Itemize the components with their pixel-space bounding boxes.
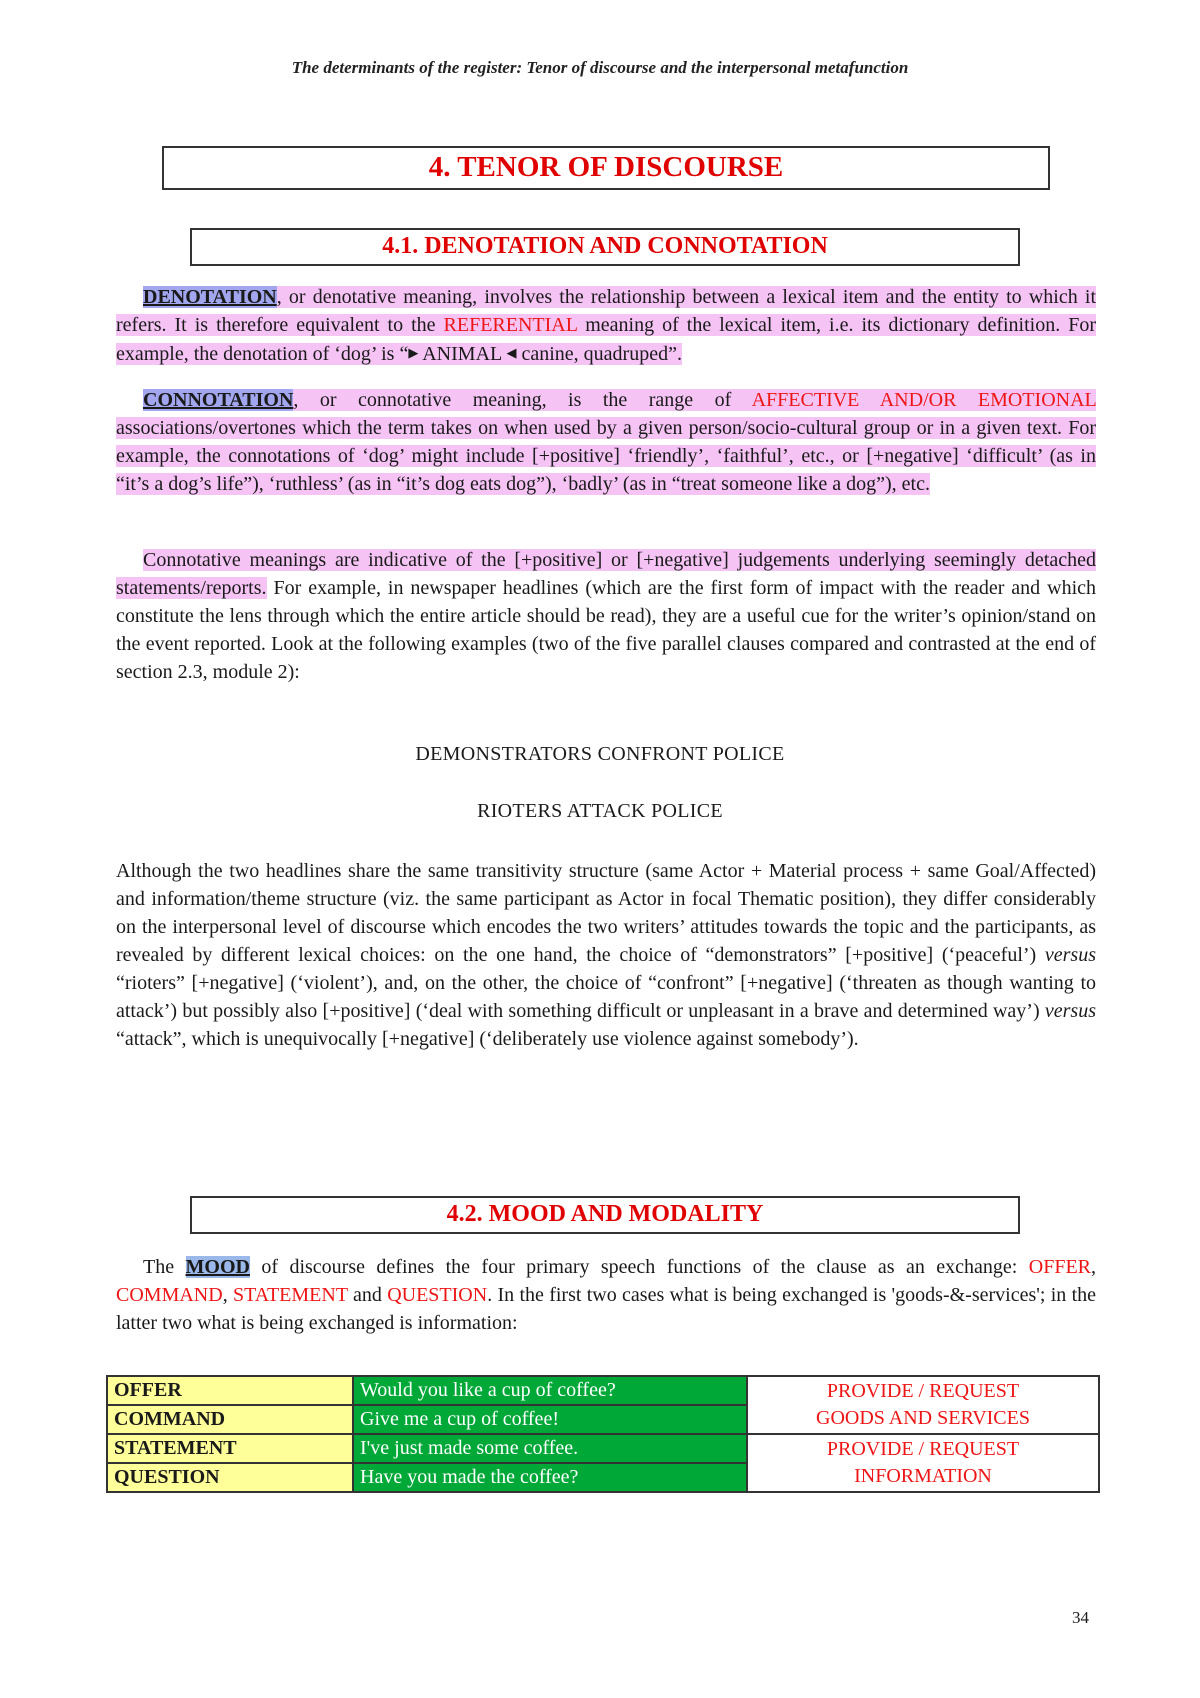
category-line: INFORMATION [854,1465,992,1487]
statement-term: STATEMENT [233,1284,348,1306]
category-line: GOODS AND SERVICES [816,1407,1030,1429]
connotation-paragraph [116,386,1096,498]
text-run: and [347,1284,388,1306]
highlighted-sentence: Connotative meanings are indicative of the [+positive] or [+negative] judgements underlying seemingly detached statements/reports. [116,549,1096,599]
function-cell: OFFER [107,1376,353,1405]
connotation-term: CONNOTATION [143,389,294,411]
versus-italic: versus [1044,1000,1096,1022]
mood-intro-paragraph [116,1253,1096,1337]
function-cell: STATEMENT [107,1434,353,1463]
text-run: , or connotative meaning, is the range of [293,389,752,411]
example-cell: I've just made some coffee. [353,1434,747,1463]
headline-demonstrators: DEMONSTRATORS CONFRONT POLICE [415,743,785,765]
text-run: The [143,1256,186,1278]
text-run: For example, in newspaper headlines (which are the first form of impact with the reader and which constitute the lens through which the entire article should be read), they are a useful cue for the writer’s opinion/stand on the event reported. Look at the following examples (two of the five parallel clauses compared and contrasted at the end of section 2.3, module 2): [116,577,1096,683]
headline-rioters: RIOTERS ATTACK POLICE [477,800,723,822]
text-run: , [222,1284,233,1306]
table-row [107,1434,1099,1463]
category-cell-goods [747,1376,1099,1434]
example-cell: Have you made the coffee? [353,1463,747,1492]
question-term: QUESTION [387,1284,488,1306]
function-cell: COMMAND [107,1405,353,1434]
text-run: of discourse defines the four primary speech functions of the clause as an exchange: [249,1256,1029,1278]
speech-function-table [106,1375,1100,1493]
headlines-intro-paragraph [116,546,1096,686]
command-term: COMMAND [116,1284,223,1306]
text-run: , or denotative meaning, involves the relationship between a lexical item and the entity to which it refers. It is therefore equivalent to the [116,286,1096,336]
function-cell: QUESTION [107,1463,353,1492]
versus-italic: versus [1044,944,1096,966]
category-line: PROVIDE / REQUEST [826,1438,1020,1460]
mood-term: MOOD [185,1256,250,1278]
arrow-right-icon: ▶ [408,345,419,360]
subsection-title-denotation: 4.1. DENOTATION AND CONNOTATION [190,228,1020,266]
subsection-title-mood: 4.2. MOOD AND MODALITY [190,1196,1020,1234]
page-number: 34 [1072,1608,1089,1627]
headline-analysis-paragraph [116,857,1096,1053]
text-run: meaning of the lexical item, i.e. its dictionary definition. For example, the denotation of ‘dog’ is “ [116,314,1096,365]
text-run: associations/overtones which the term takes on when used by a given person/socio-cultural group or in a given text. For example, the connotations of ‘dog’ might include [+positive] ‘friendly’, ‘faithful’, etc., or [+negative] ‘difficult’ (as in “it’s a dog’s life”), ‘ruthless’ (as in “it’s dog eats dog”), ‘badly’ (as in “treat someone like a dog”), etc. [116,417,1096,495]
example-cell: Give me a cup of coffee! [353,1405,747,1434]
table-row [107,1376,1099,1405]
text-run: , [1091,1256,1097,1278]
example-cell: Would you like a cup of coffee? [353,1376,747,1405]
text-run: “attack”, which is unequivocally [+negative] (‘deliberately use violence against somebody’). [116,1028,859,1050]
text-run: Although the two headlines share the same transitivity structure (same Actor + Material process + same Goal/Affected) and information/theme structure (viz. the same participant as Actor in focal Thematic position), they differ considerably on the interpersonal level of discourse which encodes the two writers’ attitudes towards the topic and the participants, as revealed by different lexical choices: on the one hand, the choice of “demonstrators” [+positive] (‘peaceful’) [116,860,1096,966]
category-cell-information [747,1434,1099,1492]
text-run: “rioters” [+negative] (‘violent’), and, on the other, the choice of “confront” [+negative] (‘threaten as though wanting to attack’) but possibly also [+positive] (‘deal with something difficult or unpleasant in a brave and determined way’) [116,972,1096,1022]
denotation-paragraph [116,283,1096,368]
denotation-term: DENOTATION [143,286,277,308]
arrow-left-icon: ◀ [506,345,517,360]
running-header: The determinants of the register: Tenor of discourse and the interpersonal metafunction [291,58,909,77]
section-title: 4. TENOR OF DISCOURSE [162,146,1050,190]
referential-term: REFERENTIAL [443,314,578,336]
affective-emotional-term: AFFECTIVE AND/OR EMOTIONAL [751,389,1096,411]
category-line: PROVIDE / REQUEST [826,1380,1020,1402]
text-run: ANIMAL [422,343,502,365]
offer-term: OFFER [1028,1256,1092,1278]
text-run: . In the first two cases what is being exchanged is 'goods-&-services'; in the latter two what is being exchanged is information: [116,1284,1096,1334]
text-run: canine, quadruped”. [521,343,682,365]
